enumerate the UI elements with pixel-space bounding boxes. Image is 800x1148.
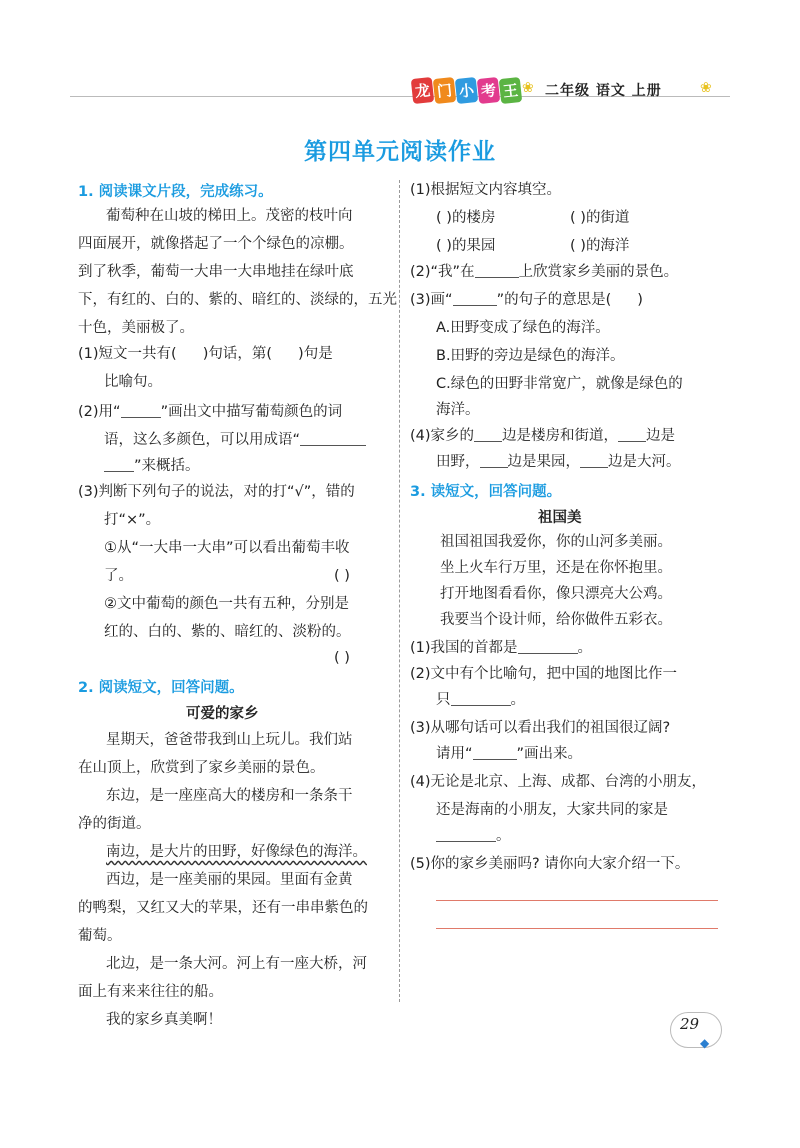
poem-line: 我要当个设计师，给你做件五彩衣。	[440, 612, 672, 628]
answer-blank[interactable]	[474, 427, 502, 442]
question-3-3-cont	[436, 744, 582, 764]
judge-item-2-cont: 红的、白的、紫的、暗红的、淡粉的。	[104, 624, 351, 640]
q-text: 。	[510, 692, 525, 708]
question-2-4	[410, 426, 675, 446]
passage-line: 净的街道。	[78, 816, 151, 832]
judge-answer-paren[interactable]: ( )	[334, 568, 350, 584]
passage-line: 北边，是一条大河。河上有一座大桥，河	[106, 956, 367, 972]
q-text: 。	[577, 640, 593, 656]
question-3-1	[410, 638, 592, 658]
passage-line: 的鸭梨，又红又大的苹果，还有一串串紫色的	[78, 900, 368, 916]
q-text: )句话，第(	[202, 346, 273, 362]
question-2-3	[410, 290, 643, 310]
q-text: 请用“	[436, 746, 473, 762]
passage-line: 十色，美丽极了。	[78, 320, 194, 336]
page-title: 第四单元阅读作业	[304, 139, 496, 165]
q-text: )句是	[298, 346, 333, 362]
fill-item	[570, 208, 629, 228]
option-b[interactable]: B.田野的旁边是绿色的海洋。	[436, 348, 625, 364]
question-3-3: (3)从哪句话可以看出我们的祖国很辽阔?	[410, 720, 671, 736]
fill-text: 的楼房	[451, 210, 496, 226]
q-text: 。	[496, 828, 511, 844]
answer-paren[interactable]: ( )	[570, 238, 586, 254]
q-text: (1)我国的首都是	[410, 640, 518, 656]
butterfly-icon: ❀	[522, 80, 534, 96]
answer-line[interactable]	[436, 900, 718, 901]
passage-line: 我的家乡真美啊！	[106, 1012, 222, 1028]
section-1-heading: 1. 阅读课文片段，完成练习。	[78, 184, 273, 200]
question-1-2-cont	[104, 430, 366, 450]
answer-paren[interactable]: ( )	[436, 210, 452, 226]
logo-char: 王	[499, 77, 523, 104]
question-3-4-cont2	[436, 826, 511, 846]
q-text: (1)短文一共有(	[78, 346, 177, 362]
passage-line: 葡萄种在山坡的梯田上。茂密的枝叶向	[106, 208, 353, 224]
answer-blank[interactable]	[104, 457, 134, 472]
question-1-1	[78, 344, 333, 364]
question-2-2	[410, 262, 678, 282]
question-3-5: (5)你的家乡美丽吗? 请你向大家介绍一下。	[410, 856, 690, 872]
passage-line: 葡萄。	[78, 928, 122, 944]
fill-item	[436, 236, 495, 256]
fill-text: 的街道	[585, 210, 630, 226]
q-text: (4)家乡的	[410, 428, 475, 444]
answer-line[interactable]	[436, 928, 718, 929]
poem-title: 祖国美	[538, 510, 582, 526]
question-2-1: (1)根据短文内容填空。	[410, 182, 562, 198]
publisher-logo	[412, 78, 521, 103]
answer-blank[interactable]	[451, 691, 511, 706]
fill-item	[436, 208, 495, 228]
q-text: (2)用“	[78, 404, 121, 420]
q-text: 边是果园，	[507, 454, 580, 470]
logo-char: 小	[455, 77, 479, 104]
q-text: )	[637, 292, 643, 308]
section-3-heading: 3. 读短文，回答问题。	[410, 484, 562, 500]
poem-line: 坐上火车行万里，还是在你怀抱里。	[440, 560, 672, 576]
column-divider	[399, 180, 400, 1002]
question-3-4: (4)无论是北京、上海、成都、台湾的小朋友，	[410, 774, 707, 790]
option-c[interactable]: C.绿色的田野非常宽广，就像是绿色的	[436, 376, 683, 392]
answer-blank[interactable]	[480, 453, 508, 468]
passage-line: 在山顶上，欣赏到了家乡美丽的景色。	[78, 760, 325, 776]
q-text: 田野，	[436, 454, 480, 470]
poem-line: 祖国祖国我爱你，你的山河多美丽。	[440, 534, 672, 550]
fill-text: 的海洋	[585, 238, 630, 254]
passage-line: 下，有红的、白的、紫的、暗红的、淡绿的，五光	[78, 292, 397, 308]
q-text: (3)画“	[410, 292, 453, 308]
logo-char: 龙	[411, 77, 435, 104]
judge-item-1: ①从“一大串一大串”可以看出葡萄丰收	[104, 540, 350, 556]
passage-line-underlined: 南边，是大片的田野，好像绿色的海洋。	[106, 844, 367, 860]
q-text: 边是楼房和街道，	[502, 428, 619, 444]
q-text: ”的句子的意思是(	[496, 292, 612, 308]
judge-item-1-cont: 了。	[104, 568, 133, 584]
answer-blank[interactable]	[436, 827, 496, 842]
answer-blank[interactable]	[473, 745, 517, 760]
fill-item	[570, 236, 629, 256]
q-text: 上欣赏家乡美丽的景色。	[518, 264, 679, 280]
answer-blank[interactable]	[453, 291, 497, 306]
passage-line: 四面展开，就像搭起了一个个绿色的凉棚。	[78, 236, 354, 252]
passage-title: 可爱的家乡	[186, 706, 259, 722]
q-text: 边是大河。	[608, 454, 681, 470]
question-1-3: (3)判断下列句子的说法，对的打“√”，错的	[78, 484, 355, 500]
poem-line: 打开地图看看你，像只漂亮大公鸡。	[440, 586, 672, 602]
q-text: (2)“我”在	[410, 264, 475, 280]
q-text: 只	[436, 692, 451, 708]
answer-blank[interactable]	[475, 263, 519, 278]
q-text: 边是	[646, 428, 676, 444]
answer-blank[interactable]	[300, 431, 366, 446]
judge-answer-paren[interactable]: ( )	[334, 650, 350, 666]
answer-blank[interactable]	[518, 639, 578, 654]
page-number: 29	[680, 1015, 700, 1033]
fish-icon: ◆	[700, 1036, 710, 1050]
answer-blank[interactable]	[618, 427, 646, 442]
judge-item-2: ②文中葡萄的颜色一共有五种，分别是	[104, 596, 349, 612]
logo-char: 考	[477, 77, 501, 104]
q-text: ”画出文中描写葡萄颜色的词	[160, 404, 343, 420]
question-1-2	[78, 402, 342, 422]
passage-line: 西边，是一座美丽的果园。里面有金黄	[106, 872, 353, 888]
answer-blank[interactable]	[121, 403, 161, 418]
logo-char: 门	[433, 77, 457, 104]
question-3-2-cont	[436, 690, 525, 710]
passage-line: 到了秋季，葡萄一大串一大串地挂在绿叶底	[78, 264, 354, 280]
q-text: ”画出来。	[516, 746, 583, 762]
question-3-4-cont: 还是海南的小朋友，大家共同的家是	[436, 802, 668, 818]
option-c-cont: 海洋。	[436, 402, 480, 418]
q-text: ”来概括。	[134, 458, 200, 474]
option-a[interactable]: A.田野变成了绿色的海洋。	[436, 320, 610, 336]
section-2-heading: 2. 阅读短文，回答问题。	[78, 680, 244, 696]
series-label: 二年级 语文 上册	[545, 83, 662, 99]
q-text: 语，这么多颜色，可以用成语“	[104, 432, 301, 448]
question-1-2-cont2	[104, 456, 200, 476]
question-3-2: (2)文中有个比喻句，把中国的地图比作一	[410, 666, 678, 682]
question-2-4-cont	[436, 452, 681, 472]
passage-line: 东边，是一座座高大的楼房和一条条干	[106, 788, 353, 804]
fill-text: 的果园	[451, 238, 496, 254]
answer-blank[interactable]	[580, 453, 608, 468]
answer-paren[interactable]: ( )	[436, 238, 452, 254]
question-1-3-cont: 打“×”。	[104, 512, 161, 528]
passage-line: 星期天，爸爸带我到山上玩儿。我们站	[106, 732, 353, 748]
butterfly-icon: ❀	[700, 80, 712, 96]
passage-line: 面上有来来往往的船。	[78, 984, 223, 1000]
question-1-1-cont: 比喻句。	[104, 374, 162, 390]
answer-paren[interactable]: ( )	[570, 210, 586, 226]
